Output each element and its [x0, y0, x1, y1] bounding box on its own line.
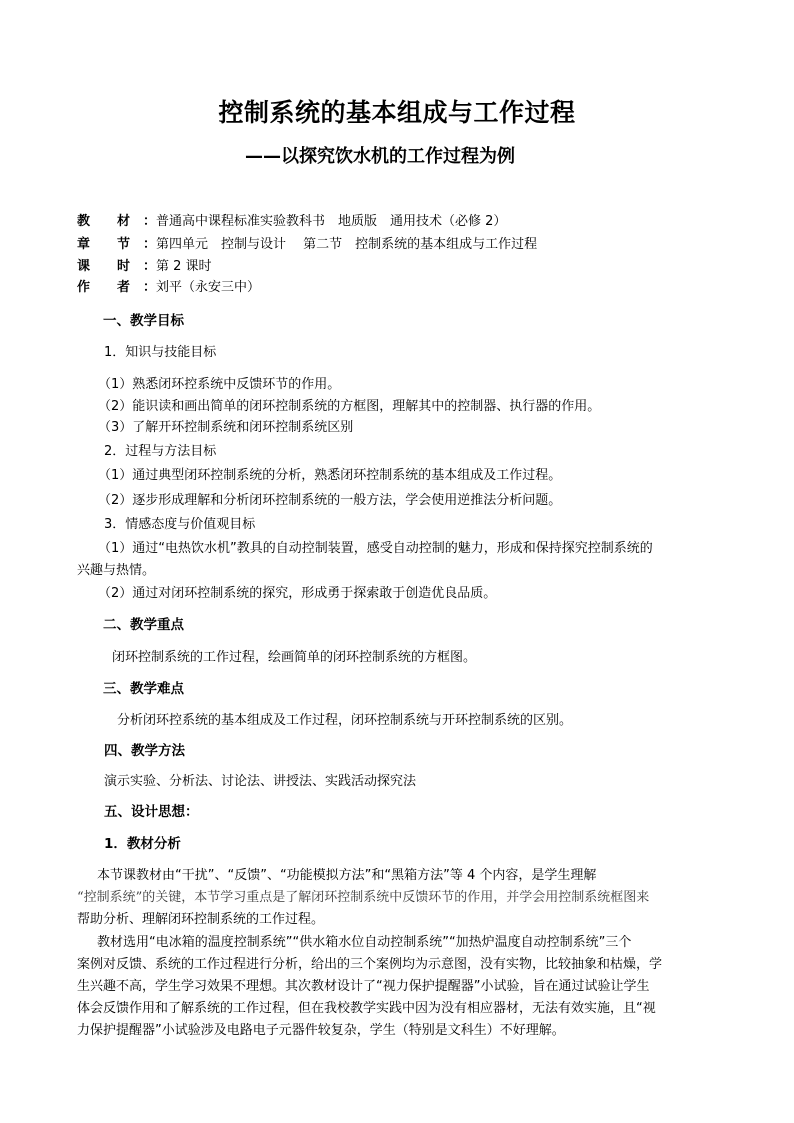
goal-item: （1）通过“电热饮水机”教具的自动控制装置，感受自动控制的魅力，形成和保持探究控制系统的: [98, 541, 653, 556]
meta-row-period: [77, 257, 212, 277]
subsection-heading-knowledge: 1．知识与技能目标: [104, 345, 217, 360]
meta-row-author: [77, 278, 260, 298]
section-heading-goals: 一、教学目标: [103, 313, 184, 329]
meta-value: 刘平（永安三中）: [156, 280, 261, 295]
goal-item: （2）逐步形成理解和分析闭环控制系统的一般方法，学会使用逆推法分析问题。: [98, 493, 562, 508]
meta-colon: ：: [143, 214, 157, 229]
meta-colon: ：: [143, 280, 157, 295]
section-heading-key-points: 二、教学重点: [103, 617, 184, 633]
methods-text: 演示实验、分析法、讨论法、讲授法、实践活动探究法: [104, 774, 417, 789]
subsection-heading-textbook-analysis: 1．教材分析: [104, 836, 181, 852]
meta-colon: ：: [143, 237, 157, 252]
goal-item: （1）通过典型闭环控制系统的分析，熟悉闭环控制系统的基本组成及工作过程。: [98, 468, 562, 483]
paragraph-line: 教材选用“电冰箱的温度控制系统”“供水箱水位自动控制系统”“加热炉温度自动控制系统”三个: [97, 935, 632, 950]
section-heading-difficulties: 三、教学难点: [103, 681, 184, 697]
meta-row-textbook: [77, 212, 506, 232]
meta-label: 教 材: [77, 214, 131, 229]
paragraph-line: “控制系统”的关键，本节学习重点是了解闭环控制系统中反馈环节的作用，并学会用控制系统框图来: [77, 890, 650, 905]
key-points-text: 闭环控制系统的工作过程，绘画简单的闭环控制系统的方框图。: [112, 650, 477, 665]
subsection-heading-attitude: 3．情感态度与价值观目标: [104, 517, 256, 532]
meta-colon: ：: [143, 259, 157, 274]
paragraph-line: 帮助分析、理解闭环控制系统的工作过程。: [77, 912, 325, 927]
paragraph-line: 体会反馈作用和了解系统的工作过程，但在我校教学实践中因为没有相应器材，无法有效实施，且“视: [77, 1001, 656, 1016]
paragraph-line: 本节课教材由“干扰”、“反馈”、“功能模拟方法”和“黑箱方法”等 4 个内容，是学生理解: [97, 868, 597, 883]
goal-item: （2）通过对闭环控制系统的探究，形成勇于探索敢于创造优良品质。: [98, 586, 497, 601]
meta-label: 作 者: [77, 280, 131, 295]
section-heading-methods: 四、教学方法: [104, 743, 185, 759]
subsection-heading-process: 2．过程与方法目标: [104, 444, 217, 459]
goal-item: （2）能识读和画出简单的闭环控制系统的方框图，理解其中的控制器、执行器的作用。: [98, 399, 601, 414]
paragraph-line: 力保护提醒器”小试验涉及电路电子元器件较复杂，学生（特别是文科生）不好理解。: [77, 1023, 565, 1038]
paragraph-line: 生兴趣不高，学生学习效果不理想。其次教材设计了“视力保护提醒器”小试验，旨在通过试验让学生: [77, 979, 650, 994]
paragraph-line: 案例对反馈、系统的工作过程进行分析，给出的三个案例均为示意图，没有实物，比较抽象和枯燥，学: [77, 957, 663, 972]
difficulties-text: 分析闭环控系统的基本组成及工作过程，闭环控制系统与开环控制系统的区别。: [117, 713, 573, 728]
goal-item-continuation: 兴趣与热情。: [77, 563, 156, 578]
goal-item: （3）了解开环控制系统和闭环控制系统区别: [98, 420, 354, 435]
meta-value: 普通高中课程标准实验教科书 地质版 通用技术（必修 2）: [156, 214, 507, 229]
goal-item: （1）熟悉闭环控系统中反馈环节的作用。: [98, 377, 341, 392]
meta-label: 课 时: [77, 259, 131, 274]
meta-value: 第 2 课时: [156, 259, 212, 274]
document-subtitle: ——以探究饮水机的工作过程为例: [245, 146, 515, 167]
document-title: 控制系统的基本组成与工作过程: [218, 98, 576, 127]
section-heading-design: 五、设计思想：: [104, 804, 199, 820]
meta-row-chapter: [77, 235, 537, 255]
meta-value: 第四单元 控制与设计 第二节 控制系统的基本组成与工作过程: [156, 237, 538, 252]
meta-label: 章 节: [77, 237, 131, 252]
